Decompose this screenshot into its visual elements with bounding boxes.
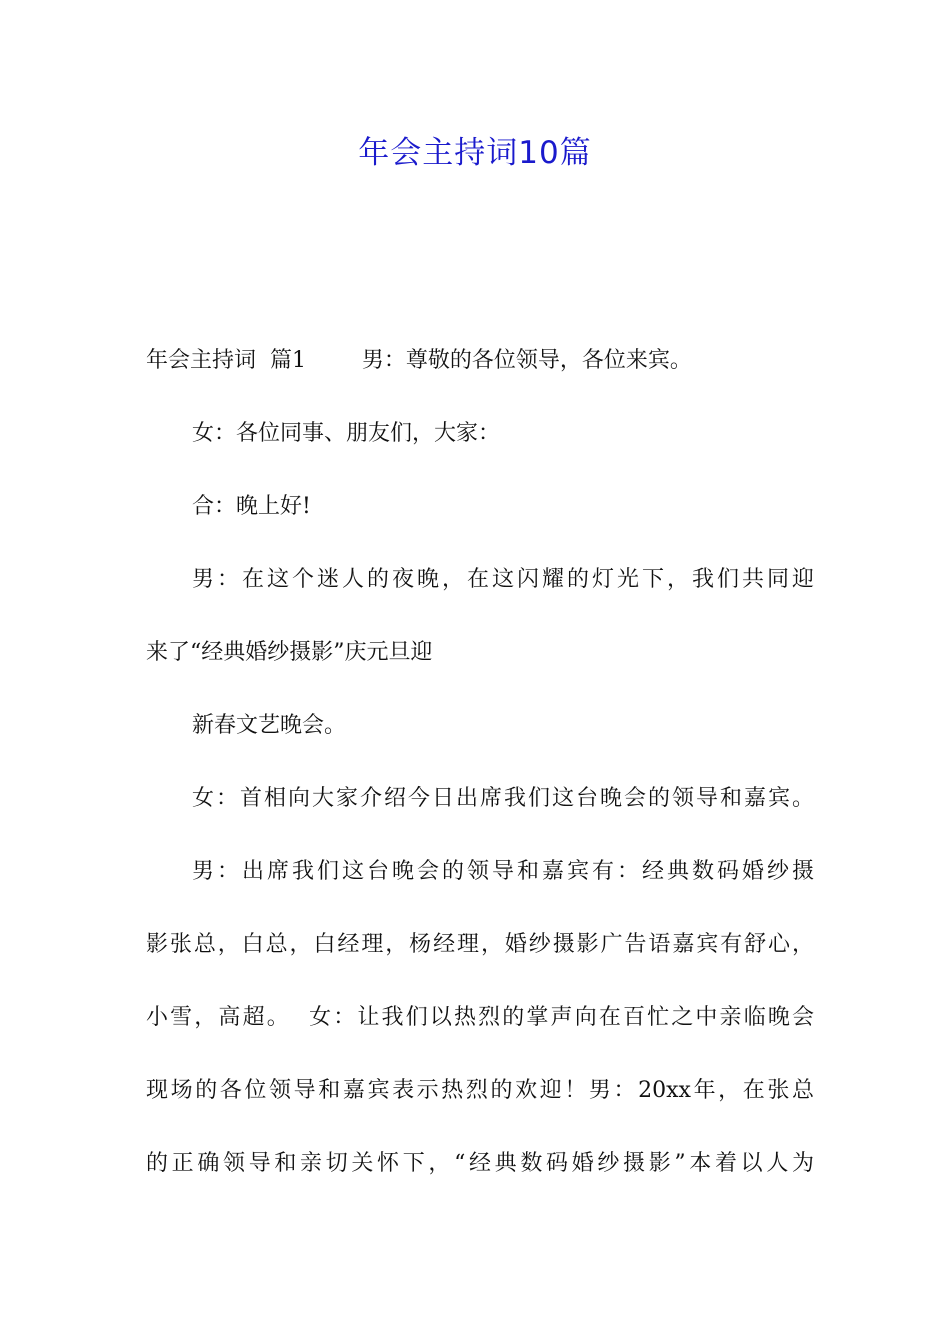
document-title: 年会主持词10篇 [358,135,592,171]
paragraph-line: 新春文艺晚会。 [192,713,347,738]
paragraph-line: 男：出席我们这台晚会的领导和嘉宾有：经典数码婚纱摄 [192,859,814,884]
paragraph-line: 年会主持词 篇1 男：尊敬的各位领导，各位来宾。 [146,348,692,373]
paragraph-line: 影张总，白总，白经理，杨经理，婚纱摄影广告语嘉宾有舒心， [146,932,814,957]
paragraph-line: 现场的各位领导和嘉宾表示热烈的欢迎！男：20xx年，在张总 [146,1078,814,1103]
paragraph-line: 来了“经典婚纱摄影”庆元旦迎 [146,640,433,665]
paragraph-line: 小雪，高超。 女：让我们以热烈的掌声向在百忙之中亲临晚会 [146,1005,814,1030]
paragraph-line: 女：各位同事、朋友们，大家： [192,421,501,446]
document-body [146,338,814,1214]
paragraph-line: 的正确领导和亲切关怀下，“经典数码婚纱摄影”本着以人为 [146,1151,814,1176]
paragraph-line: 合：晚上好! [192,494,311,519]
paragraph-line: 女：首相向大家介绍今日出席我们这台晚会的领导和嘉宾。 [192,786,814,811]
paragraph-line: 男：在这个迷人的夜晚，在这闪耀的灯光下，我们共同迎 [192,567,814,592]
